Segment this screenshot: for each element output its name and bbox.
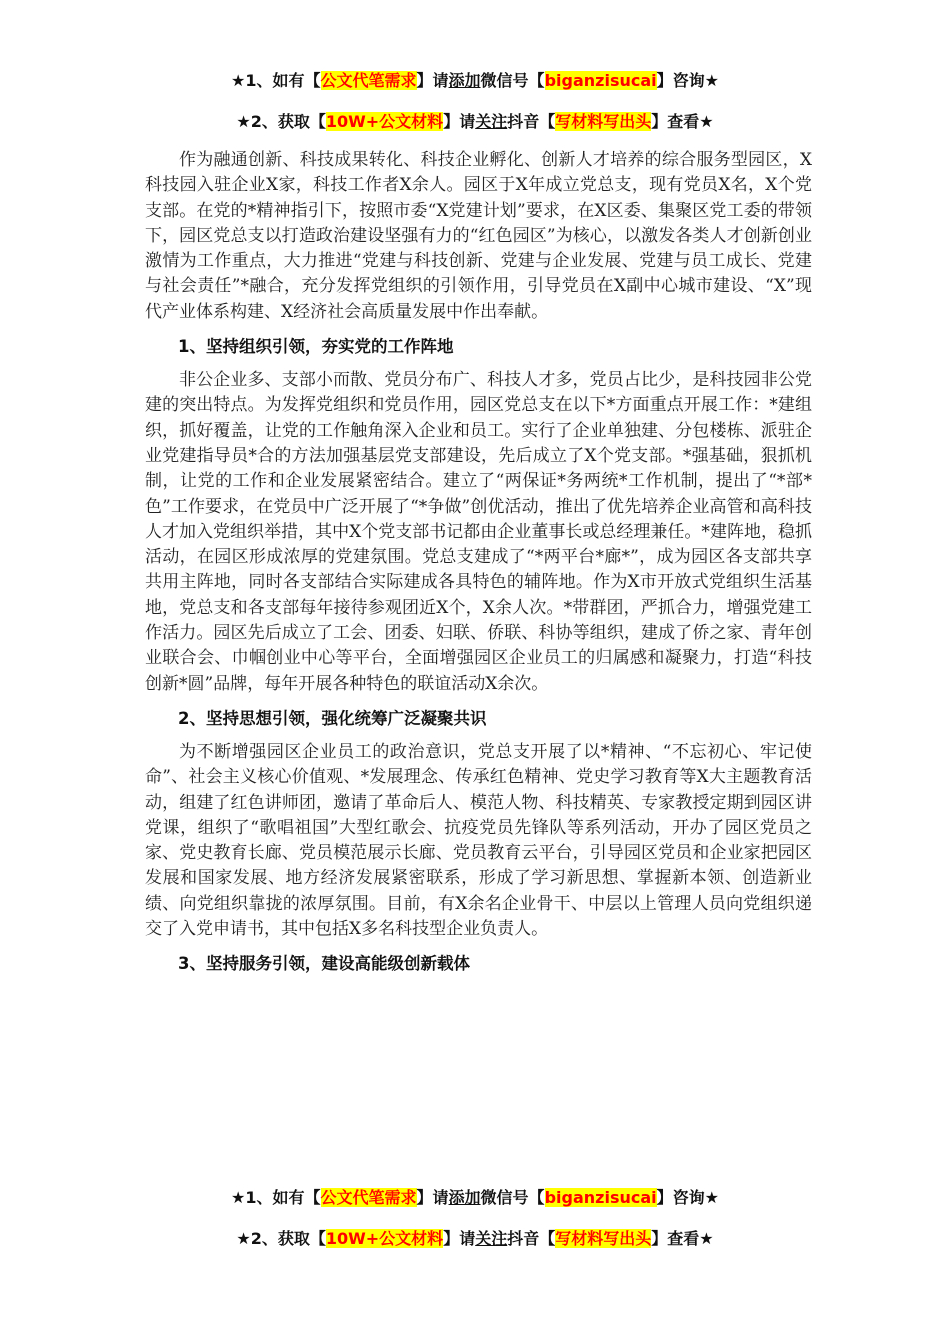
section-heading-3: 3、坚持服务引领，建设高能级创新载体 (178, 954, 470, 974)
banner-prefix: ★1、如有【 (231, 1188, 321, 1207)
banner-underlined-text: 关注 (475, 112, 508, 131)
banner-highlight: 公文代笔需求 (320, 1188, 417, 1207)
document-body (145, 148, 812, 976)
banner-text: 微信号【 (480, 1188, 545, 1207)
banner-text: 】请 (443, 112, 476, 131)
bottom-banner-line-1 (0, 1187, 950, 1209)
banner-highlight: 公文代笔需求 (320, 71, 417, 90)
section-1-paragraph: 非公企业多、支部小而散、党员分布广、科技人才多，党员占比少，是科技园非公党建的突出特点。为发挥党组织和党员作用，园区党总支在以下*方面重点开展工作：*建组织，抓好覆盖，让党的工作触角深入企业和员工。实行了企业单独建、分包楼栋、派驻企业党建指导员*合的方法加强基层党支部建设，先后成立了X个党支部。*强基础，狠抓机制，让党的工作和企业发展紧密结合。建立了“两保证*务两统*工作机制，提出了“*部*色”工作要求，在党员中广泛开展了“*争做”创优活动，推出了优先培养企业高管和高科技人才加入党组织举措，其中X个党支部书记都由企业董事长或总经理兼任。*建阵地，稳抓活动，在园区形成浓厚的党建氛围。党总支建成了“*两平台*廊*”，成为园区各支部共享共用主阵地，同时各支部结合实际建成各具特色的辅阵地。作为X市开放式党组织生活基地，党总支和各支部每年接待参观团近X个，X余人次。*带群团，严抓合力，增强党建工作活力。园区先后成立了工会、团委、妇联、侨联、科协等组织，建成了侨之家、青年创业联合会、巾帼创业中心等平台，全面增强园区企业员工的归属感和凝聚力，打造“科技创新*圆”品牌，每年开展各种特色的联谊活动X余次。 (145, 370, 812, 694)
bottom-banner-line-2 (0, 1228, 950, 1250)
banner-wechat-id: biganzisucai (544, 71, 657, 90)
banner-text: 抖音【 (507, 112, 556, 131)
top-banner-line-2 (0, 111, 950, 133)
banner-prefix: ★2、获取【 (236, 112, 326, 131)
banner-highlight: 10W+公文材料 (325, 1229, 444, 1248)
banner-text: 】请 (416, 1188, 449, 1207)
banner-underlined-text: 添加 (448, 71, 481, 90)
banner-prefix: ★1、如有【 (231, 71, 321, 90)
top-banner-line-1 (0, 70, 950, 92)
banner-prefix: ★2、获取【 (236, 1229, 326, 1248)
banner-text: 】请 (416, 71, 449, 90)
banner-underlined-text: 关注 (475, 1229, 508, 1248)
section-heading-2: 2、坚持思想引领，强化统筹广泛凝聚共识 (178, 708, 487, 728)
intro-paragraph: 作为融通创新、科技成果转化、科技企业孵化、创新人才培养的综合服务型园区，X科技园入驻企业X家，科技工作者X余人。园区于X年成立党总支，现有党员X名，X个党支部。在党的*精神指引下，按照市委“X党建计划”要求，在X区委、集聚区党工委的带领下，园区党总支以打造政治建设坚强有力的“红色园区”为核心，以激发各类人才创新创业激情为工作重点，大力推进“党建与科技创新、党建与企业发展、党建与员工成长、党建与社会责任”*融合，充分发挥党组织的引领作用，引导党员在X副中心城市建设、“X”现代产业体系构建、X经济社会高质量发展中作出奉献。 (145, 150, 812, 322)
banner-suffix: 】查看★ (651, 1229, 714, 1248)
banner-suffix: 】查看★ (651, 112, 714, 131)
banner-highlight: 10W+公文材料 (325, 112, 444, 131)
banner-text: 抖音【 (507, 1229, 556, 1248)
banner-underlined-text: 添加 (448, 1188, 481, 1207)
banner-douyin-id: 写材料写出头 (555, 112, 652, 131)
banner-douyin-id: 写材料写出头 (555, 1229, 652, 1248)
section-2-paragraph: 为不断增强园区企业员工的政治意识，党总支开展了以*精神、“不忘初心、牢记使命”、社会主义核心价值观、*发展理念、传承红色精神、党史学习教育等X大主题教育活动，组建了红色讲师团，邀请了革命后人、模范人物、科技精英、专家教授定期到园区讲党课，组织了“歌唱祖国”大型红歌会、抗疫党员先锋队等系列活动，开办了园区党员之家、党史教育长廊、党员模范展示长廊、党员教育云平台，引导园区党员和企业家把园区发展和国家发展、地方经济发展紧密联系，形成了学习新思想、掌握新本领、创造新业绩、向党组织靠拢的浓厚氛围。目前，有X余名企业骨干、中层以上管理人员向党组织递交了入党申请书，其中包括X多名科技型企业负责人。 (145, 741, 812, 940)
banner-wechat-id: biganzisucai (544, 1188, 657, 1207)
section-heading-1: 1、坚持组织引领，夯实党的工作阵地 (178, 337, 454, 357)
banner-suffix: 】咨询★ (656, 1188, 719, 1207)
banner-text: 微信号【 (480, 71, 545, 90)
banner-suffix: 】咨询★ (656, 71, 719, 90)
banner-text: 】请 (443, 1229, 476, 1248)
